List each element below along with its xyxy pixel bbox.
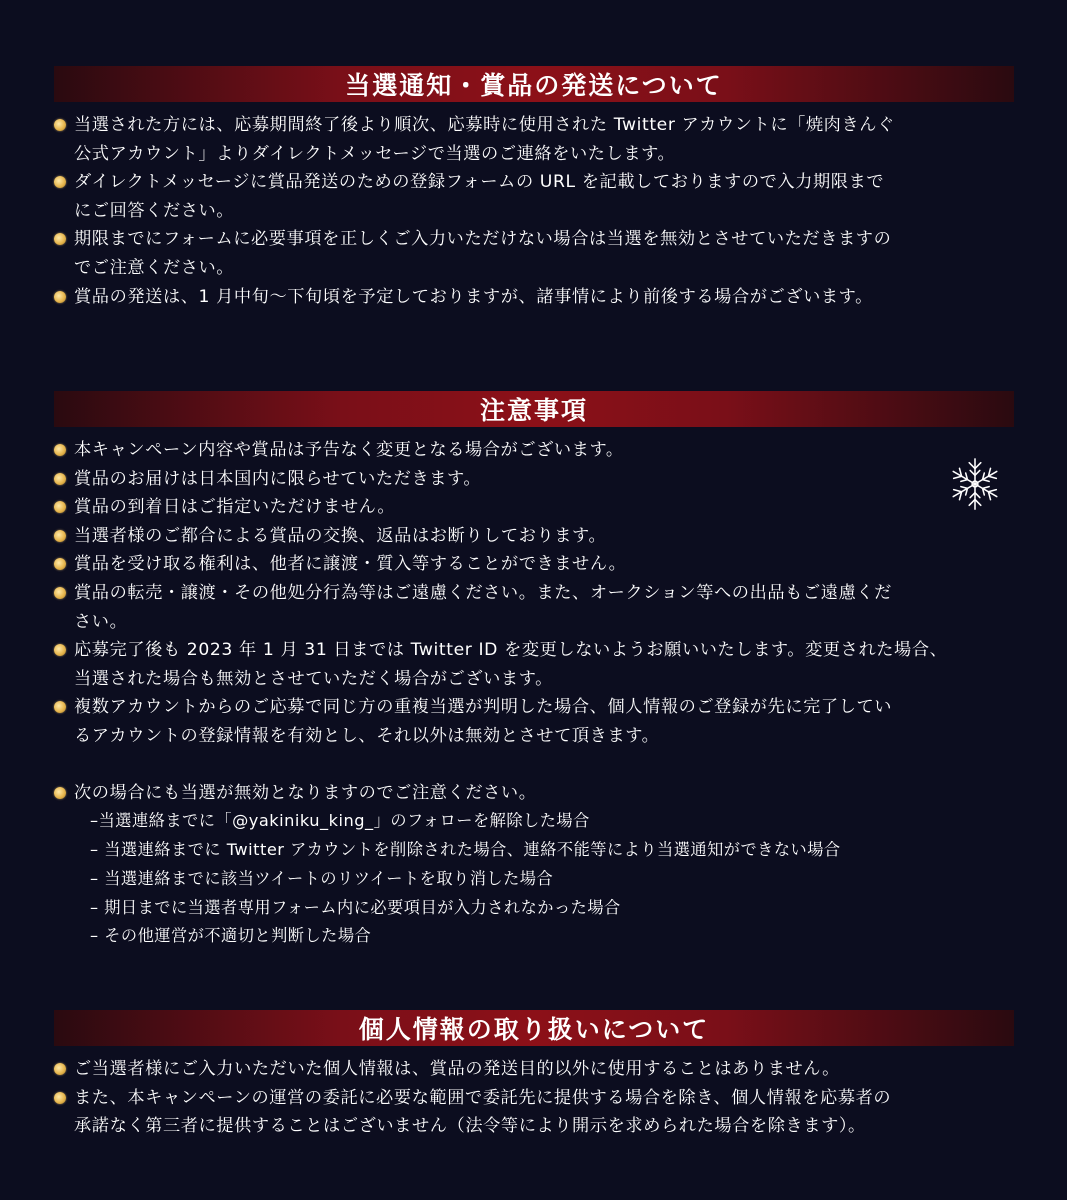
list-item: 期限までにフォームに必要事項を正しくご入力いただけない場合は当選を無効とさせていただきますの でご注意ください。 (54, 225, 1014, 282)
bullet-icon (54, 501, 66, 513)
sub-list-item: – 期日までに当選者専用フォーム内に必要項目が入力されなかった場合 (90, 897, 621, 917)
list-item: 賞品のお届けは日本国内に限らせていただきます。 (54, 465, 1014, 494)
list-item: 賞品の到着日はご指定いただけません。 (54, 493, 1014, 522)
list-item: 当選者様のご都合による賞品の交換、返品はお断りしております。 (54, 522, 1014, 551)
section-title: 個人情報の取り扱いについて (358, 1015, 710, 1044)
list-item-invalid-cases: 次の場合にも当選が無効となりますのでご注意ください。 (54, 779, 1014, 808)
bullet-icon (54, 644, 66, 656)
section-privacy (54, 1010, 1014, 1141)
sub-list-item: – 当選連絡までに該当ツイートのリツイートを取り消した場合 (90, 868, 554, 888)
list-item: 複数アカウントからのご応募で同じ方の重複当選が判明した場合、個人情報のご登録が先に完了してい るアカウントの登録情報を有効とし、それ以外は無効とさせて頂きます。 (54, 693, 1014, 750)
bullet-icon (54, 701, 66, 713)
bullet-icon (54, 119, 66, 131)
bullet-icon (54, 787, 66, 799)
list-item: 賞品の発送は、1 月中旬～下旬頃を予定しておりますが、諸事情により前後する場合がございます。 (54, 283, 1014, 312)
sub-list-item: – 当選連絡までに Twitter アカウントを削除された場合、連絡不能等により当選通知ができない場合 (90, 839, 841, 859)
section-notes (54, 391, 1014, 951)
bullet-icon (54, 1063, 66, 1075)
list-item: 賞品を受け取る権利は、他者に譲渡・質入等することができません。 (54, 550, 1014, 579)
list-item: ダイレクトメッセージに賞品発送のための登録フォームの URL を記載しておりますので入力期限まで にご回答ください。 (54, 168, 1014, 225)
bullet-icon (54, 291, 66, 303)
section-title: 当選通知・賞品の発送について (345, 71, 723, 100)
bullet-list (54, 1055, 1014, 1141)
snowflake-icon (946, 455, 1004, 513)
section-banner (54, 1010, 1014, 1046)
bullet-list (54, 111, 1014, 311)
bullet-list (54, 436, 1014, 807)
bullet-icon (54, 233, 66, 245)
bullet-icon (54, 587, 66, 599)
list-item: 当選された方には、応募期間終了後より順次、応募時に使用された Twitter アカウントに「焼肉きんぐ 公式アカウント」よりダイレクトメッセージで当選のご連絡をいたします。 (54, 111, 1014, 168)
sub-list-item: –当選連絡までに「@yakiniku_king_」のフォローを解除した場合 (90, 811, 590, 831)
list-item: 応募完了後も 2023 年 1 月 31 日までは Twitter ID を変更しないようお願いいたします。変更された場合、 当選された場合も無効とさせていただく場合がございます。 (54, 636, 1014, 693)
sub-list-item: – その他運営が不適切と判断した場合 (90, 926, 372, 946)
bullet-icon (54, 444, 66, 456)
bullet-icon (54, 176, 66, 188)
bullet-icon (54, 530, 66, 542)
list-item: ご当選者様にご入力いただいた個人情報は、賞品の発送目的以外に使用することはありません。 (54, 1055, 1014, 1084)
list-item: 本キャンペーン内容や賞品は予告なく変更となる場合がございます。 (54, 436, 1014, 465)
list-item: 賞品の転売・譲渡・その他処分行為等はご遠慮ください。また、オークション等への出品もご遠慮くだ さい。 (54, 579, 1014, 636)
bullet-icon (54, 558, 66, 570)
bullet-icon (54, 1092, 66, 1104)
list-item: また、本キャンペーンの運営の委託に必要な範囲で委託先に提供する場合を除き、個人情報を応募者の 承諾なく第三者に提供することはございません（法令等により開示を求められた場合を除きます）。 (54, 1084, 1014, 1141)
section-banner (54, 391, 1014, 427)
bullet-icon (54, 473, 66, 485)
sub-list (54, 807, 1014, 951)
section-banner (54, 66, 1014, 102)
section-prize-notification (54, 66, 1014, 311)
section-title: 注意事項 (479, 396, 588, 425)
